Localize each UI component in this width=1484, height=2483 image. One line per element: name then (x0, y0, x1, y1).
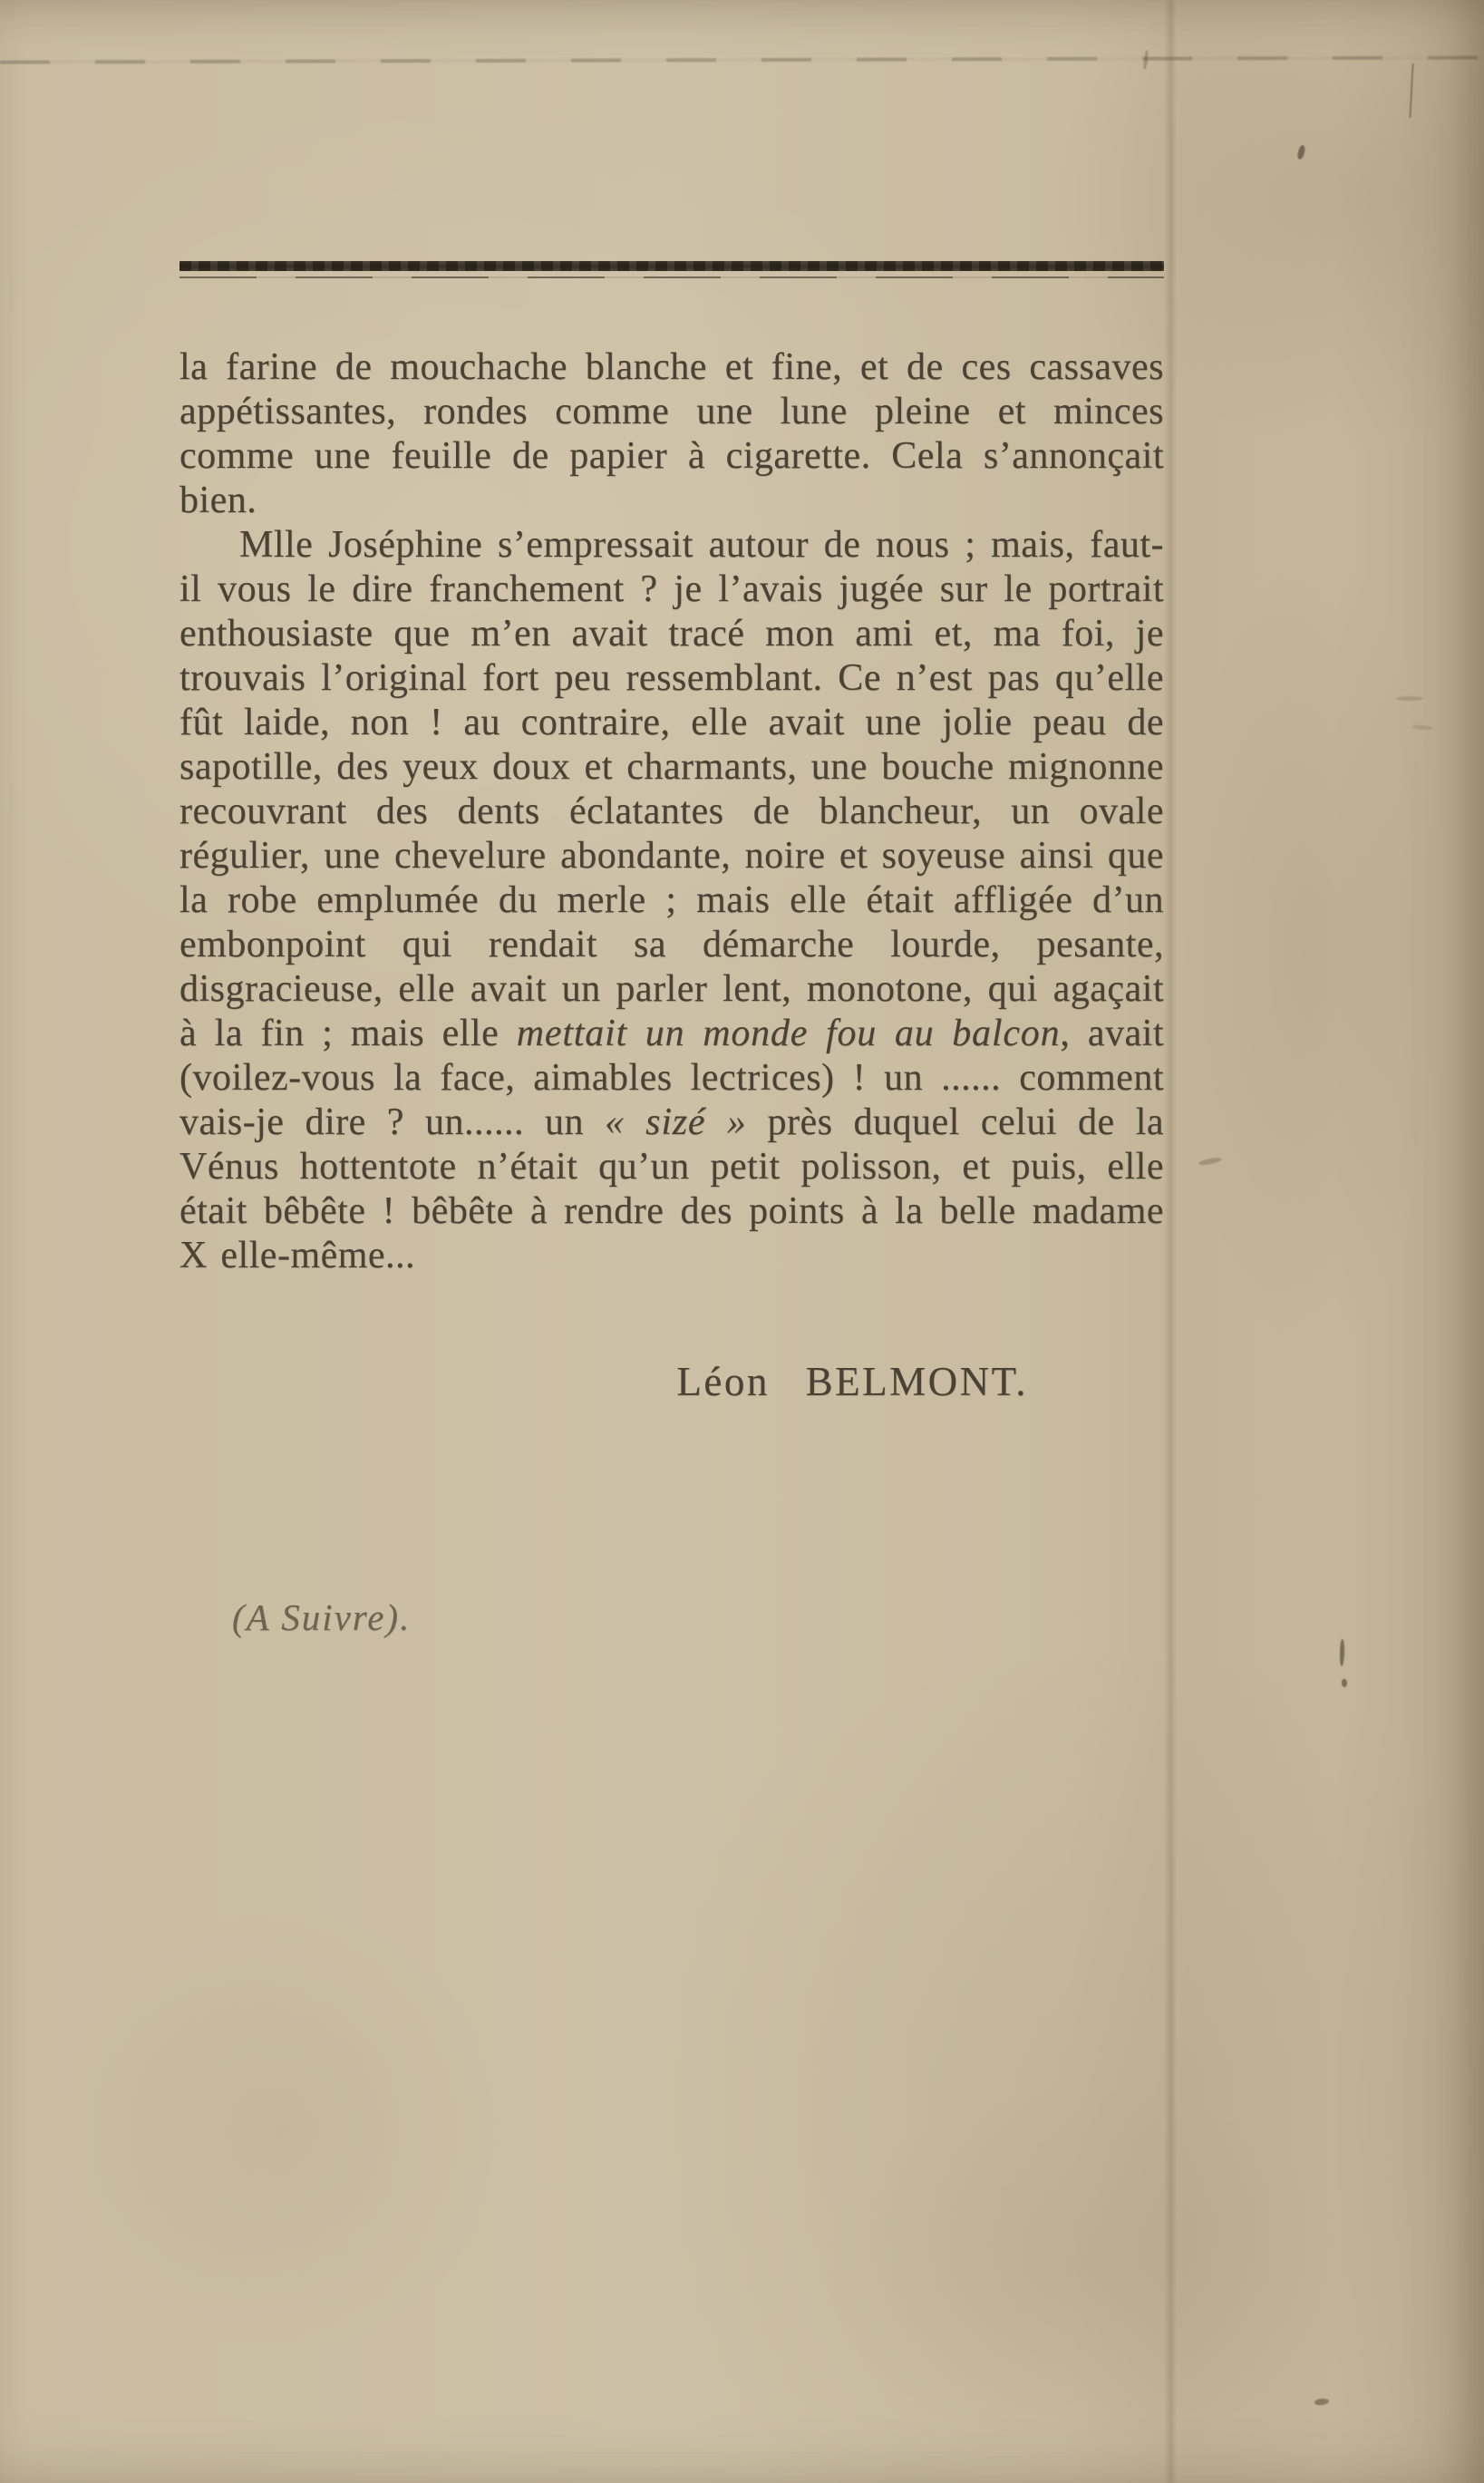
paragraph (179, 523, 1164, 1278)
scan-edge-mark (1409, 63, 1413, 118)
italic-text-segment: mettait un monde fou au balcon (516, 1013, 1061, 1054)
italic-text-segment: « sizé » (605, 1101, 747, 1143)
ink-speck (1296, 144, 1306, 160)
ornamental-rule-thick (179, 261, 1164, 271)
author-signature: Léon BELMONT. (676, 1359, 1028, 1404)
continuation-notice: (A Suivre). (232, 1596, 412, 1638)
paragraph (179, 345, 1164, 523)
ink-speck (1342, 1679, 1347, 1687)
article-body (179, 345, 1164, 1278)
paper-crease (0, 55, 1484, 63)
text-segment: , avait (voilez-vous la face, aimables lectrices) ! un ...... comment vais-je dire ? un...... un (179, 1013, 1164, 1143)
text-column (179, 261, 1164, 1639)
ink-speck (1396, 696, 1423, 701)
ornamental-rule-thin (179, 276, 1164, 278)
ink-speck (1314, 2398, 1330, 2406)
paper-stain (54, 1904, 508, 2357)
ink-speck (1412, 724, 1432, 731)
text-segment: près duquel celui de la Vénus hottentote n’était qu’un petit polisson, et puis, elle était bêbête ! bêbête à rendre des points à la belle madame X elle-même... (179, 1101, 1165, 1276)
ink-speck (1339, 1639, 1344, 1666)
page-fold-shadow (1164, 0, 1177, 2483)
text-segment: la farine de mouchache blanche et fine, et de ces cassaves appétissantes, rondes comme une lune pleine et minces comme une feuille de papier à cigarette. Cela s’annonçait bien. (179, 346, 1164, 521)
paper-stain (816, 2085, 1360, 2448)
paper-stain (1178, 544, 1450, 1360)
ink-speck (1198, 1156, 1223, 1166)
text-segment: Mlle Joséphine s’empressait autour de nous ; mais, faut-il vous le dire franchement ? je l’avais jugée sur le portrait enthousiaste que m’en avait tracé mon ami et, ma foi, je trouvais l’original fort peu ressemblant. Ce n’est pas qu’elle fût laide, non ! au contraire, elle avait une jolie peau de sapotille, des yeux doux et charmants, une bouche mignonne recouvrant des dents éclatantes de blancheur, un ovale régulier, une chevelure abondante, noire et soyeuse ainsi que la robe emplumée du merle ; mais elle était affligée d’un embonpoint qui rendait sa démarche lourde, pesante, disgracieuse, elle avait un parler lent, monotone, qui agaçait à la fin ; mais elle (179, 524, 1164, 1054)
